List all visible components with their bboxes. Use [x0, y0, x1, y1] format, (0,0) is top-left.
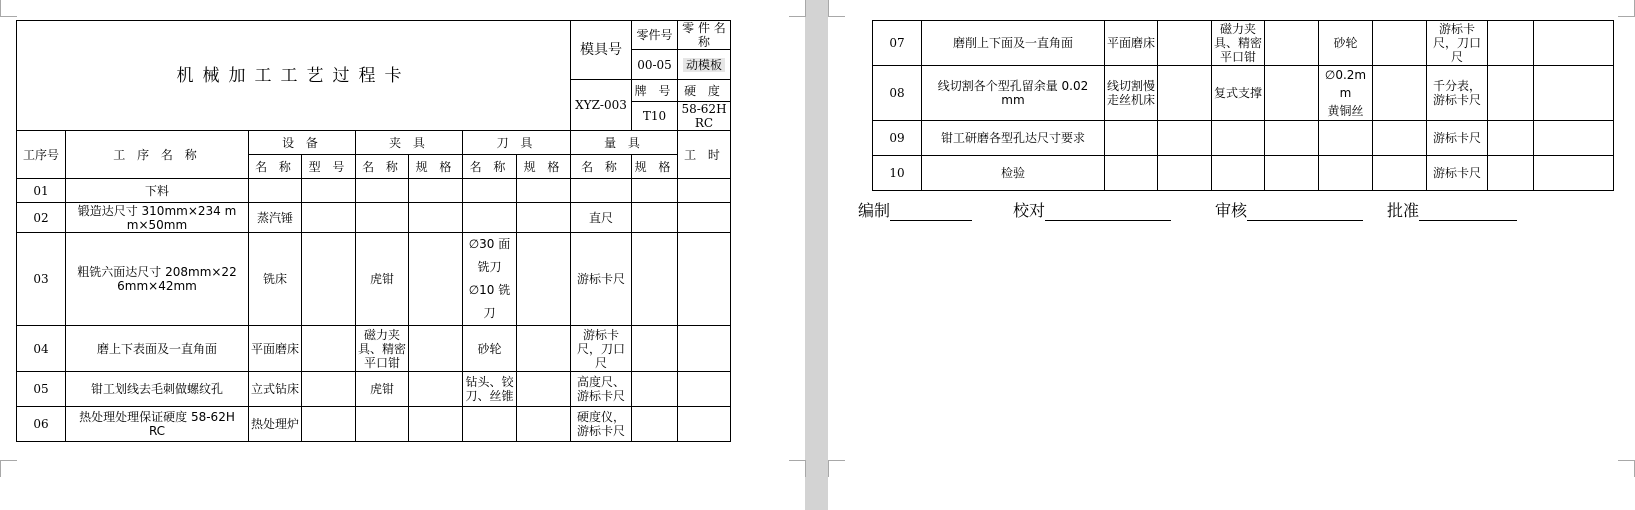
- fixture-spec: [1265, 21, 1319, 66]
- fixture-spec: [1265, 66, 1319, 121]
- crop-mark: [1618, 0, 1635, 17]
- table-row: [17, 233, 731, 326]
- header-tool-spec: 规 格: [517, 155, 571, 179]
- op-no: 06: [17, 407, 66, 442]
- tool-name: 钻头、铰刀、丝锥: [463, 372, 517, 407]
- gauge-spec: [1488, 156, 1534, 191]
- op-name: 磨上下表面及一直角面: [66, 326, 249, 372]
- equip-name: 蒸汽锤: [249, 203, 302, 233]
- crop-mark: [789, 0, 806, 17]
- hours: [678, 203, 731, 233]
- fixture-spec: [409, 372, 463, 407]
- fixture-name: 虎钳: [356, 372, 409, 407]
- tool-spec: [517, 179, 571, 203]
- gauge-name: 游标卡尺: [1427, 156, 1488, 191]
- gauge-name: 直尺: [571, 203, 632, 233]
- part-name-value: 动模板: [683, 58, 725, 72]
- crop-mark: [789, 460, 806, 477]
- equip-name: 热处理炉: [249, 407, 302, 442]
- op-no: 05: [17, 372, 66, 407]
- gauge-spec: [1488, 66, 1534, 121]
- equip-model: [1158, 121, 1212, 156]
- mold-no-value: XYZ-003: [571, 80, 632, 131]
- equip-name: [249, 179, 302, 203]
- tool-spec: [517, 203, 571, 233]
- fixture-name: [356, 203, 409, 233]
- gauge-name: 高度尺、游标卡尺: [571, 372, 632, 407]
- table-row: [873, 21, 1614, 66]
- tool-spec: [517, 372, 571, 407]
- header-equipment: 设 备: [249, 131, 356, 155]
- tool-spec: [1373, 156, 1427, 191]
- op-name: 钳工研磨各型孔达尺寸要求: [922, 121, 1105, 156]
- tool-line: ∅10 铣刀: [468, 283, 511, 320]
- table-row: [17, 407, 731, 442]
- gauge-name: 千分表，游标卡尺: [1427, 66, 1488, 121]
- tool-name: [1319, 121, 1373, 156]
- header-op-name: 工 序 名 称: [66, 131, 249, 179]
- hours: [678, 233, 731, 326]
- tool-name: [463, 233, 517, 326]
- hours: [1534, 21, 1614, 66]
- mold-no-label: 模具号: [571, 21, 632, 80]
- part-no-value: 00-05: [632, 50, 678, 80]
- header-gauge-name: 名 称: [571, 155, 632, 179]
- hours: [1534, 156, 1614, 191]
- table-row: [873, 156, 1614, 191]
- tool-line: 黄铜丝: [1327, 104, 1364, 118]
- op-name: 钳工划线去毛刺做螺纹孔: [66, 372, 249, 407]
- tool-name: 砂轮: [463, 326, 517, 372]
- tool-name: [463, 179, 517, 203]
- table-row: [873, 66, 1614, 121]
- header-fixture-name: 名 称: [356, 155, 409, 179]
- page-gap: [805, 0, 828, 510]
- tool-spec: [1373, 66, 1427, 121]
- op-no: 04: [17, 326, 66, 372]
- table-row: [17, 131, 731, 155]
- table-row: [17, 326, 731, 372]
- equip-model: [1158, 21, 1212, 66]
- hardness-label: 硬 度: [678, 80, 731, 102]
- equip-name: 线切割慢走丝机床: [1105, 66, 1158, 121]
- equip-model: [302, 179, 356, 203]
- op-name: 热处理处理保证硬度 58-62HRC: [66, 407, 249, 442]
- equip-model: [302, 407, 356, 442]
- header-tool-name: 名 称: [463, 155, 517, 179]
- table-row: [17, 21, 731, 50]
- sign-prepared: 编制: [858, 198, 972, 221]
- fixture-name: [356, 179, 409, 203]
- grade-value: T10: [632, 102, 678, 131]
- hardness-value: 58-62HRC: [678, 102, 731, 131]
- fixture-spec: [1265, 156, 1319, 191]
- header-op-no: 工序号: [17, 131, 66, 179]
- hours: [678, 372, 731, 407]
- equip-name: [1105, 156, 1158, 191]
- crop-mark: [828, 0, 845, 17]
- op-no: 10: [873, 156, 922, 191]
- gauge-spec: [632, 203, 678, 233]
- header-equip-model: 型 号: [302, 155, 356, 179]
- op-no: 02: [17, 203, 66, 233]
- fixture-spec: [1265, 121, 1319, 156]
- fixture-spec: [409, 407, 463, 442]
- card-title: 机械加工工艺过程卡: [17, 21, 571, 131]
- equip-model: [302, 326, 356, 372]
- crop-mark: [1618, 460, 1635, 477]
- fixture-spec: [409, 326, 463, 372]
- header-hours: 工 时: [678, 131, 731, 179]
- gauge-spec: [632, 407, 678, 442]
- fixture-name: [356, 407, 409, 442]
- equip-name: 铣床: [249, 233, 302, 326]
- op-no: 01: [17, 179, 66, 203]
- fixture-name: 虎钳: [356, 233, 409, 326]
- tool-name: 砂轮: [1319, 21, 1373, 66]
- table-row: [17, 179, 731, 203]
- page-1: [0, 0, 805, 510]
- op-no: 08: [873, 66, 922, 121]
- crop-mark: [828, 460, 845, 477]
- gauge-name: 游标卡尺: [1427, 121, 1488, 156]
- header-tool: 刀 具: [463, 131, 571, 155]
- op-name: 下料: [66, 179, 249, 203]
- header-gauge-spec: 规 格: [632, 155, 678, 179]
- header-fixture-spec: 规 格: [409, 155, 463, 179]
- tool-name: [463, 203, 517, 233]
- gauge-name: 游标卡尺，刀口尺: [571, 326, 632, 372]
- gauge-spec: [632, 233, 678, 326]
- gauge-spec: [1488, 21, 1534, 66]
- fixture-name: 磁力夹具、精密平口钳: [1212, 21, 1265, 66]
- gauge-name: 游标卡尺: [571, 233, 632, 326]
- sign-approved: 批准: [1387, 198, 1517, 221]
- table-row: [873, 121, 1614, 156]
- table-row: [17, 372, 731, 407]
- gauge-spec: [632, 372, 678, 407]
- tool-spec: [1373, 121, 1427, 156]
- hours: [678, 407, 731, 442]
- tool-spec: [1373, 21, 1427, 66]
- gauge-spec: [632, 326, 678, 372]
- header-equip-name: 名 称: [249, 155, 302, 179]
- equip-model: [302, 372, 356, 407]
- op-name: 粗铣六面达尺寸 208mm×226mm×42mm: [66, 233, 249, 326]
- process-card-table: [16, 20, 731, 442]
- op-name: 锻造达尺寸 310mm×234 mm×50mm: [66, 203, 249, 233]
- op-name: 线切割各个型孔留余量 0.02mm: [922, 66, 1105, 121]
- part-no-label: 零件号: [632, 21, 678, 50]
- tool-name: [1319, 156, 1373, 191]
- tool-spec: [517, 233, 571, 326]
- sign-reviewed: 审核: [1215, 198, 1363, 221]
- equip-model: [1158, 66, 1212, 121]
- crop-mark: [0, 460, 17, 477]
- op-name: 磨削上下面及一直角面: [922, 21, 1105, 66]
- process-card-continued: [872, 20, 1614, 191]
- hours: [678, 179, 731, 203]
- tool-spec: [517, 326, 571, 372]
- header-fixture: 夹 具: [356, 131, 463, 155]
- equip-name: 平面磨床: [249, 326, 302, 372]
- hours: [1534, 121, 1614, 156]
- fixture-spec: [409, 179, 463, 203]
- header-gauge: 量 具: [571, 131, 678, 155]
- equip-model: [302, 203, 356, 233]
- tool-line: ∅0.2mm: [1324, 68, 1367, 100]
- op-no: 07: [873, 21, 922, 66]
- fixture-name: 复式支撑: [1212, 66, 1265, 121]
- gauge-spec: [1488, 121, 1534, 156]
- equip-name: 平面磨床: [1105, 21, 1158, 66]
- table-row: [17, 203, 731, 233]
- equip-name: 立式钻床: [249, 372, 302, 407]
- sign-checked: 校对: [1013, 198, 1171, 221]
- equip-model: [1158, 156, 1212, 191]
- op-no: 09: [873, 121, 922, 156]
- tool-line: ∅30 面: [468, 237, 511, 251]
- tool-spec: [517, 407, 571, 442]
- fixture-name: [1212, 156, 1265, 191]
- fixture-spec: [409, 203, 463, 233]
- fixture-name: 磁力夹具、精密平口钳: [356, 326, 409, 372]
- grade-label: 牌 号: [632, 80, 678, 102]
- part-name-label: 零 件 名 称: [678, 21, 731, 50]
- part-name-value-cell: [678, 50, 731, 80]
- crop-mark: [0, 0, 17, 17]
- equip-model: [302, 233, 356, 326]
- gauge-spec: [632, 179, 678, 203]
- gauge-name: 游标卡尺，刀口尺: [1427, 21, 1488, 66]
- fixture-name: [1212, 121, 1265, 156]
- tool-line: 铣刀: [477, 260, 502, 274]
- equip-name: [1105, 121, 1158, 156]
- op-name: 检验: [922, 156, 1105, 191]
- gauge-name: 硬度仪，游标卡尺: [571, 407, 632, 442]
- hours: [678, 326, 731, 372]
- gauge-name: [571, 179, 632, 203]
- hours: [1534, 66, 1614, 121]
- op-no: 03: [17, 233, 66, 326]
- tool-name: [1319, 66, 1373, 121]
- tool-name: [463, 407, 517, 442]
- fixture-spec: [409, 233, 463, 326]
